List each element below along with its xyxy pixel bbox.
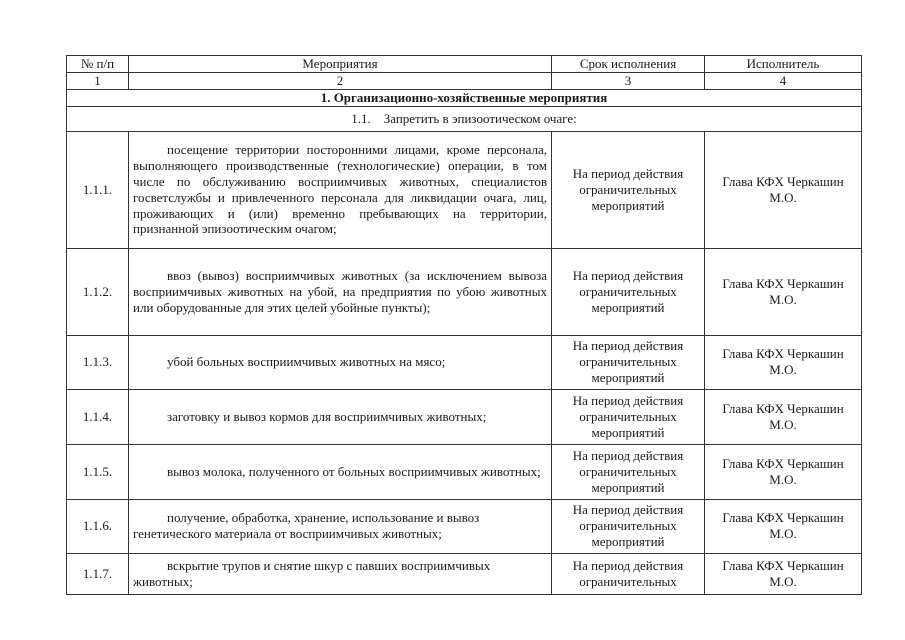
section-title: 1. Организационно-хозяйственные мероприятия <box>67 89 862 106</box>
subsection-title: 1.1. Запретить в эпизоотическом очаге: <box>67 106 862 131</box>
row-term: На период действия ограничительных мероприятий <box>552 248 705 335</box>
table-row <box>67 248 862 335</box>
row-text: вскрытие трупов и снятие шкур с павших восприимчивых животных; <box>129 553 552 594</box>
row-text: посещение территории посторонними лицами, кроме персонала, выполняющего производственные (технологические) операции, в том числе по обслуживанию восприимчивых животных, специалистов госветслужбы и привлеченного персонала для ликвидации очага, лиц, проживающих и (или) временно пребывающих на территории, признанной эпизоотическим очагом; <box>129 131 552 248</box>
table-row <box>67 499 862 553</box>
row-num: 1.1.7. <box>67 553 129 594</box>
row-num: 1.1.4. <box>67 389 129 444</box>
row-term: На период действия ограничительных мероприятий <box>552 131 705 248</box>
row-term: На период действия ограничительных <box>552 553 705 594</box>
column-number: 2 <box>129 72 552 89</box>
table-header-row <box>67 56 862 73</box>
table-row <box>67 389 862 444</box>
row-num: 1.1.1. <box>67 131 129 248</box>
header-executor: Исполнитель <box>705 56 862 73</box>
row-term: На период действия ограничительных мероприятий <box>552 335 705 389</box>
row-executor: Глава КФХ Черкашин М.О. <box>705 335 862 389</box>
measures-table <box>66 55 862 595</box>
row-num: 1.1.6. <box>67 499 129 553</box>
row-executor: Глава КФХ Черкашин М.О. <box>705 444 862 499</box>
column-numbers-row <box>67 72 862 89</box>
row-num: 1.1.2. <box>67 248 129 335</box>
row-executor: Глава КФХ Черкашин М.О. <box>705 131 862 248</box>
row-text: убой больных восприимчивых животных на мясо; <box>129 335 552 389</box>
header-measures: Мероприятия <box>129 56 552 73</box>
header-term: Срок исполнения <box>552 56 705 73</box>
row-executor: Глава КФХ Черкашин М.О. <box>705 499 862 553</box>
subsection-row <box>67 106 862 131</box>
column-number: 1 <box>67 72 129 89</box>
table-row <box>67 444 862 499</box>
row-text: вывоз молока, полученного от больных восприимчивых животных; <box>129 444 552 499</box>
row-term: На период действия ограничительных мероприятий <box>552 444 705 499</box>
column-number: 4 <box>705 72 862 89</box>
row-executor: Глава КФХ Черкашин М.О. <box>705 389 862 444</box>
table-row <box>67 131 862 248</box>
table-row <box>67 553 862 594</box>
row-num: 1.1.5. <box>67 444 129 499</box>
row-term: На период действия ограничительных мероприятий <box>552 389 705 444</box>
section-row <box>67 89 862 106</box>
row-text: ввоз (вывоз) восприимчивых животных (за исключением вывоза восприимчивых животных на убой, на предприятия по убою животных или оборудованные для этих целей убойные пункты); <box>129 248 552 335</box>
table-row <box>67 335 862 389</box>
row-term: На период действия ограничительных мероприятий <box>552 499 705 553</box>
column-number: 3 <box>552 72 705 89</box>
row-text: заготовку и вывоз кормов для восприимчивых животных; <box>129 389 552 444</box>
row-num: 1.1.3. <box>67 335 129 389</box>
row-executor: Глава КФХ Черкашин М.О. <box>705 248 862 335</box>
header-num: № п/п <box>67 56 129 73</box>
row-text: получение, обработка, хранение, использование и вывоз генетического материала от восприимчивых животных; <box>129 499 552 553</box>
row-executor: Глава КФХ Черкашин М.О. <box>705 553 862 594</box>
